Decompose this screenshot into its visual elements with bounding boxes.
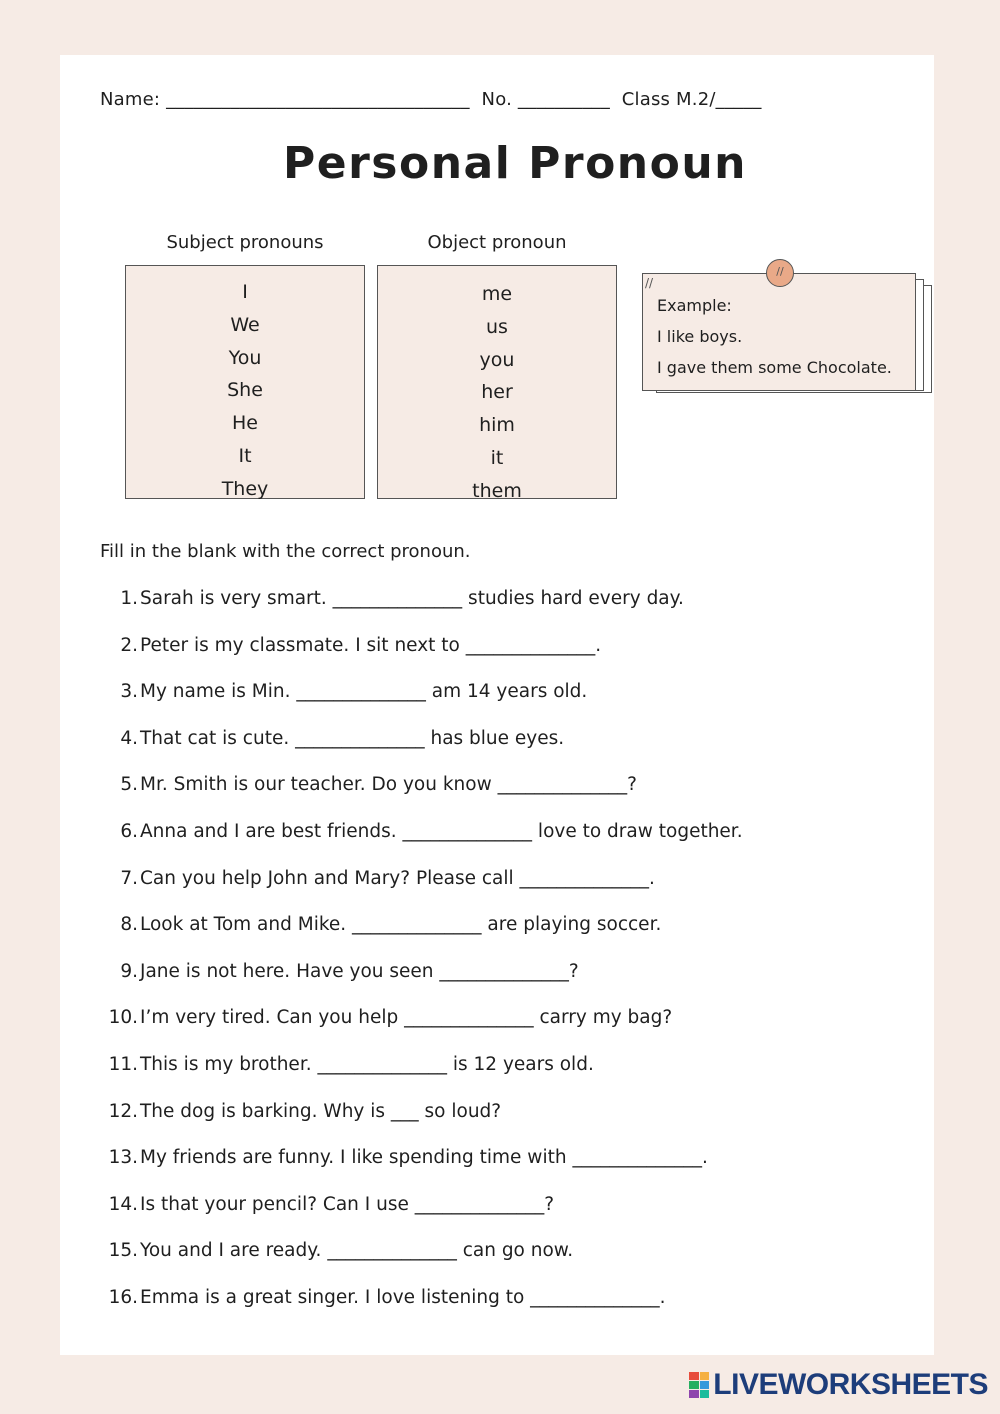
subject-pronoun: They	[221, 477, 269, 500]
question-number: 6.	[120, 820, 138, 842]
student-info-line: Name: _________________________________ No. __________ Class M.2/_____	[100, 89, 762, 110]
question-text: This is my brother. ______________ is 12 years old.	[140, 1053, 594, 1075]
question-number: 16.	[108, 1286, 138, 1308]
question-item	[100, 961, 743, 1008]
question-item	[100, 868, 743, 915]
question-text: My name is Min. ______________ am 14 years old.	[140, 681, 588, 703]
subject-pronoun: We	[230, 313, 260, 336]
object-pronoun: me	[481, 283, 513, 305]
question-number: 9.	[120, 960, 138, 982]
subject-pronoun: I	[242, 281, 248, 303]
question-item	[100, 1194, 743, 1241]
question-item	[100, 588, 743, 635]
object-pronoun: you	[479, 348, 515, 371]
subject-pronouns-box	[125, 265, 365, 499]
logo-block	[700, 1372, 710, 1380]
question-item	[100, 635, 743, 682]
question-item	[100, 1101, 743, 1148]
subject-pronouns-heading: Subject pronouns	[166, 232, 324, 253]
question-text: Jane is not here. Have you seen ______________?	[140, 960, 579, 982]
question-number: 14.	[108, 1193, 138, 1215]
question-item	[100, 681, 743, 728]
question-number: 8.	[120, 914, 138, 936]
example-note	[642, 265, 918, 391]
object-pronoun: them	[472, 479, 522, 502]
page-title: Personal Pronoun	[283, 138, 747, 189]
question-text: Sarah is very smart. ______________ studies hard every day.	[140, 588, 684, 609]
object-pronouns-list	[378, 278, 616, 508]
subject-pronoun: He	[232, 412, 258, 435]
instruction-text: Fill in the blank with the correct pronoun.	[100, 541, 471, 562]
subject-pronoun: She	[227, 379, 263, 402]
question-item	[100, 821, 743, 868]
question-item	[100, 774, 743, 821]
question-text: Mr. Smith is our teacher. Do you know ______________?	[140, 774, 637, 796]
question-item	[100, 1287, 743, 1334]
question-text: Peter is my classmate. I sit next to ______________.	[140, 634, 602, 656]
example-line: I gave them some Chocolate.	[657, 358, 892, 377]
object-pronouns-box	[377, 265, 617, 502]
question-text: My friends are funny. I like spending time with ______________.	[140, 1147, 708, 1169]
question-number: 11.	[108, 1053, 138, 1075]
liveworksheets-brand[interactable]	[689, 1368, 988, 1402]
object-pronoun: us	[486, 315, 508, 338]
liveworksheets-logo-icon	[689, 1372, 709, 1398]
question-item	[100, 1240, 743, 1287]
question-text: Is that your pencil? Can I use ______________?	[140, 1193, 555, 1215]
logo-block	[689, 1372, 699, 1380]
question-list	[100, 588, 743, 1334]
question-text: I’m very tired. Can you help ______________ carry my bag?	[140, 1007, 673, 1029]
question-number: 1.	[120, 588, 138, 609]
subject-pronoun: You	[228, 346, 262, 369]
question-text: You and I are ready. ______________ can go now.	[140, 1240, 574, 1262]
question-text: Anna and I are best friends. ______________ love to draw together.	[140, 820, 743, 842]
note-front-sheet	[642, 273, 916, 391]
object-pronoun: him	[479, 414, 515, 437]
question-item	[100, 914, 743, 961]
question-item	[100, 1147, 743, 1194]
logo-block	[689, 1390, 699, 1398]
question-number: 10.	[108, 1007, 138, 1029]
object-pronoun: her	[481, 381, 513, 404]
question-number: 3.	[120, 681, 138, 703]
example-heading: Example:	[657, 296, 732, 315]
example-text	[657, 290, 892, 383]
logo-block	[700, 1381, 710, 1389]
subject-pronoun: It	[238, 444, 252, 467]
question-number: 15.	[108, 1240, 138, 1262]
question-item	[100, 728, 743, 775]
question-number: 5.	[120, 774, 138, 796]
question-item	[100, 1054, 743, 1101]
question-number: 12.	[108, 1100, 138, 1122]
object-pronoun: it	[490, 446, 504, 469]
brand-name: LIVEWORKSHEETS	[713, 1368, 988, 1401]
pin-icon: //	[766, 259, 794, 287]
question-text: Look at Tom and Mike. ______________ are playing soccer.	[140, 914, 662, 936]
question-text: That cat is cute. ______________ has blue eyes.	[140, 727, 565, 749]
example-line: I like boys.	[657, 327, 743, 346]
question-number: 13.	[108, 1147, 138, 1169]
question-item	[100, 1007, 743, 1054]
note-corner-mark: //	[645, 276, 654, 290]
subject-pronouns-list	[126, 276, 364, 506]
question-number: 7.	[120, 867, 138, 889]
question-number: 2.	[120, 634, 138, 656]
question-number: 4.	[120, 727, 138, 749]
question-text: Can you help John and Mary? Please call ______________.	[140, 867, 655, 889]
question-text: Emma is a great singer. I love listening to ______________.	[140, 1286, 666, 1308]
logo-block	[700, 1390, 710, 1398]
logo-block	[689, 1381, 699, 1389]
object-pronouns-heading: Object pronoun	[427, 232, 567, 253]
question-text: The dog is barking. Why is ___ so loud?	[140, 1100, 502, 1122]
